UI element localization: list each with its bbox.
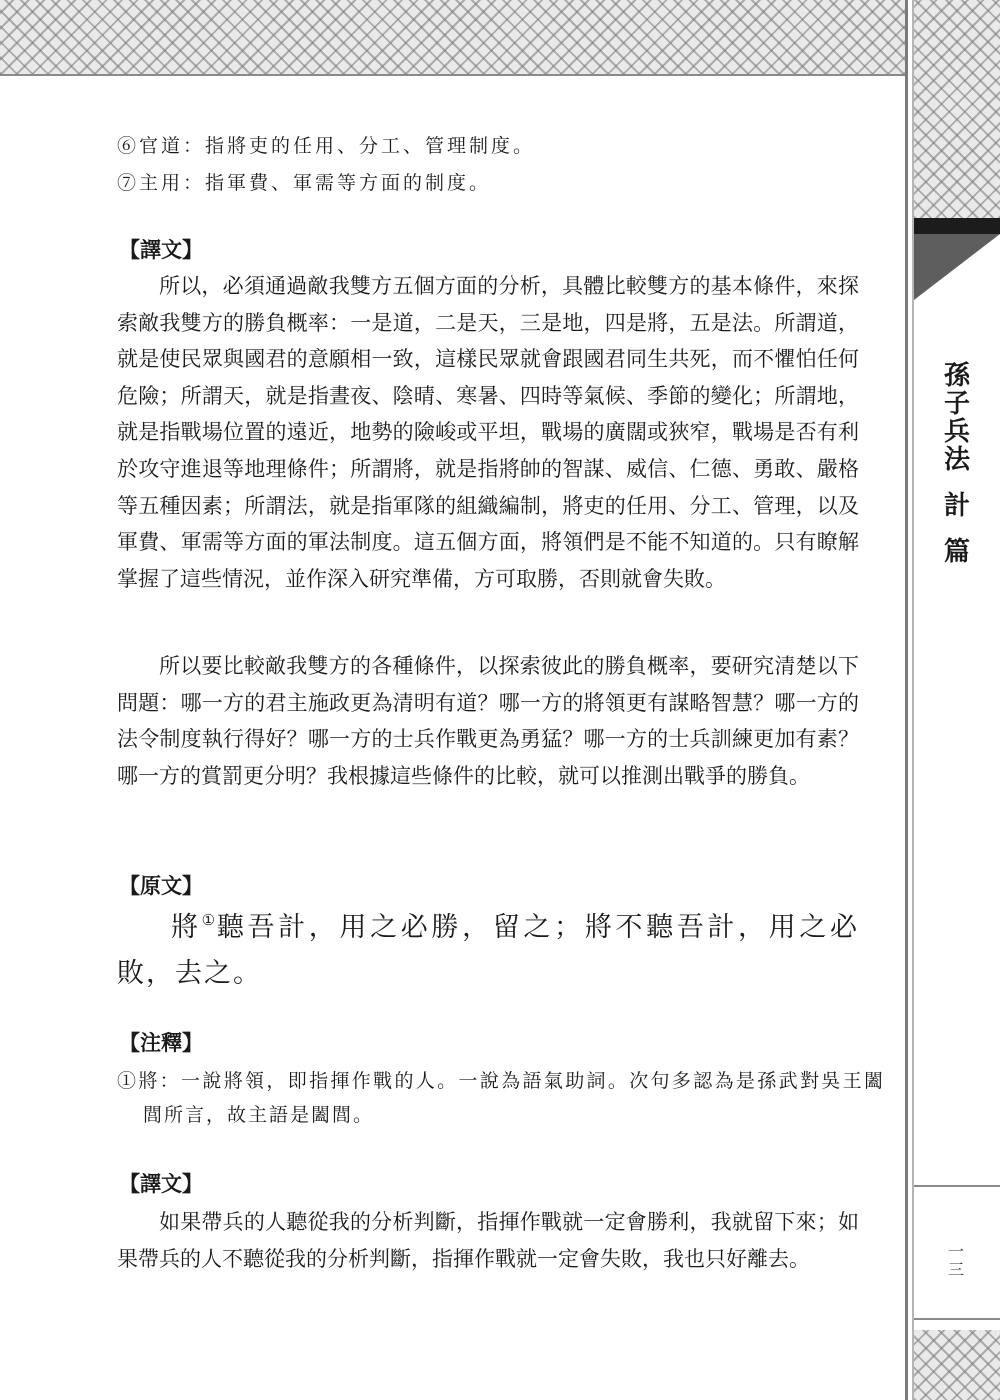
annotation-heading: 【注釋】 [119,1031,203,1055]
book-title-char: 子 [943,389,970,419]
annotation-item-1: ①將：一說將領，即指揮作戰的人。一說為語氣助詞。次句多認為是孫武對吳王闔閭所言，故主語是闔閭。 [117,1070,885,1126]
book-title-char: 法 [943,445,970,475]
page-number [938,1243,974,1279]
original-text-heading: 【原文】 [119,874,203,898]
page-number-rule-bottom [914,1318,1000,1320]
translation-heading-2: 【譯文】 [119,1172,203,1196]
original-text-rest: 聽吾計，用之必勝，留之；將不聽吾計，用之必敗，去之。 [117,912,860,989]
page-number-digit: 三 [947,1260,964,1279]
page-number-rule-top [914,1185,1000,1187]
sidebar-fret-top [914,0,1000,218]
running-title [932,362,982,566]
chapter-char: 篇 [943,537,970,567]
title-gap [932,474,982,492]
page-number-digit: 一 [947,1242,964,1261]
note-item-7: ⑦主用：指軍費、軍需等方面的制度。 [117,172,492,194]
translation-paragraph-2: 所以要比較敵我雙方的各種條件，以探索彼此的勝負概率，要研究清楚以下問題：哪一方的君主施政更為清明有道？哪一方的將領更有謀略智慧？哪一方的法令制度執行得好？哪一方的士兵作戰更為勇猛？哪一方的士兵訓練更加有素？哪一方的賞罰更分明？我根據這些條件的比較，就可以推測出戰爭的勝負。 [117,654,859,788]
top-fret-border [0,0,905,76]
translation-heading-1: 【譯文】 [119,238,203,262]
note-item-6: ⑥官道：指將吏的任用、分工、管理制度。 [117,135,536,157]
sidebar-black-bar [914,218,1000,234]
footnote-marker: ① [201,911,217,929]
chapter-char: 計 [943,491,970,521]
translation-paragraph-1: 所以，必須通過敵我雙方五個方面的分析，具體比較雙方的基本條件，來探索敵我雙方的勝負概率：一是道，二是天，三是地，四是將，五是法。所謂道，就是使民眾與國君的意願相一致，這樣民眾就會跟國君同生共死，而不懼怕任何危險；所謂天，就是指晝夜、陰晴、寒暑、四時等氣候、季節的變化；所謂地，就是指戰場位置的遠近，地勢的險峻或平坦，戰場的廣闊或狹窄，戰場是否有利於攻守進退等地理條件；所謂將，就是指將帥的智謀、威信、仁德、勇敢、嚴格等五種因素；所謂法，就是指軍隊的組織編制，將吏的任用、分工、管理，以及軍費、軍需等方面的軍法制度。這五個方面，將領們是不能不知道的。只有瞭解掌握了這些情況，並作深入研究準備，方可取勝，否則就會失敗。 [117,274,859,591]
translation-paragraph-3: 如果帶兵的人聽從我的分析判斷，指揮作戰就一定會勝利，我就留下來；如果帶兵的人不聽從我的分析判斷，指揮作戰就一定會失敗，我也只好離去。 [117,1210,859,1271]
book-title-char: 兵 [943,417,970,447]
title-gap [932,520,982,538]
original-text-start: 將 [171,912,202,943]
sidebar-rule [905,0,908,1400]
book-title-char: 孫 [943,361,970,391]
original-text-paragraph [117,905,859,997]
sidebar-fret-bottom [914,1330,1000,1400]
